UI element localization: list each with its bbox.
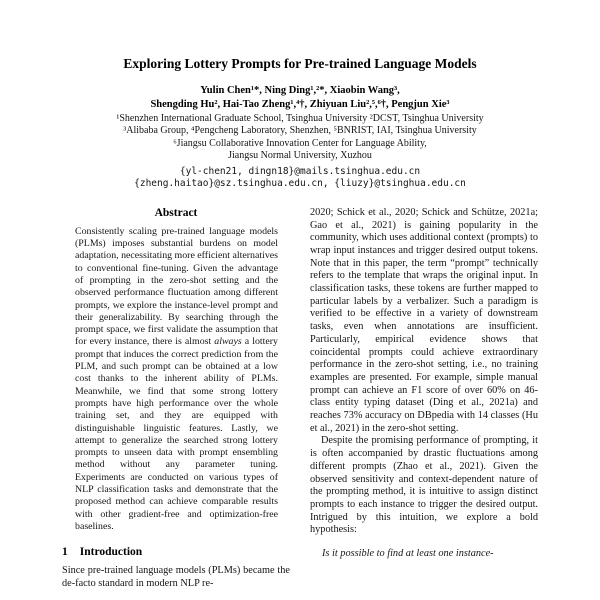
left-column (62, 207, 290, 591)
email-line-1: {yl-chen21, dingn18}@mails.tsinghua.edu.cn (179, 165, 421, 177)
affiliation-line-3: ⁶Jiangsu Collaborative Innovation Center for Language Ability, (173, 137, 427, 149)
abstract-part-2: a lottery prompt that induces the correct prediction from the PLM, and such prompt can be obtained at a low cost thanks to the inherent ability of PLMs. Meanwhile, we find that some strong lottery prompts have high performance over the whole training set, and they are equipped with distinguishable linguistic features. Lastly, we attempt to generalize the searched strong lottery prompts to unseen data with prompt ensembling method without any parameter tuning. Experiments are conducted on various types of NLP classification tasks and demonstrate that the proposed method can achieve comparable results with other gradient-free and optimization-free baselines. (75, 336, 278, 532)
paper-header (0, 0, 600, 191)
intro-paragraph: Since pre-trained language models (PLMs) became the de-facto standard in modern NLP re- (62, 565, 290, 589)
abstract-italic-word: always (214, 336, 242, 348)
two-column-body (0, 207, 600, 591)
paper-title: Exploring Lottery Prompts for Pre-trained Language Models (123, 56, 477, 71)
abstract-text (62, 226, 290, 533)
right-column (310, 207, 538, 591)
right-paragraph-1: 2020; Schick et al., 2020; Schick and Schütze, 2021a; Gao et al., 2021) is gaining popularity in the community, which uses additional context (prompts) to wrap input instances and trigger desired output tokens. Note that in this paper, the term “prompt” technically refers to the template that wraps the original input. In classification tasks, these tokens are further mapped to particular labels by a verbalizer. Such a paradigm is verified to be effective in a variety of downstream tasks, even when annotations are insufficient. Particularly, empirical evidence shows that coincidental prompts could achieve extraordinary performance in the zero-shot setting, i.e., no training examples are presented. For example, simple manual prompt can achieve an F1 score of over 60% on 46-class entity typing dataset (Ding et al., 2021a) and reaches 73% accuracy on DBpedia with 14 classes (Hu et al., 2021) in the zero-shot setting. (310, 206, 538, 434)
section-title: Introduction (79, 546, 143, 559)
abstract-heading: Abstract (154, 206, 198, 219)
email-block (0, 166, 600, 191)
author-line-1: Yulin Chen¹*, Ning Ding¹,²*, Xiaobin Wang³, (200, 85, 400, 96)
affiliation-line-1: ¹Shenzhen International Graduate School, Tsinghua University ²DCST, Tsinghua University (116, 113, 484, 124)
abstract-part-1: Consistently scaling pre-trained language models (PLMs) imposes substantial burdens on model adaptation, necessitating more efficient alternatives to conventional fine-tuning. Given the advantage of prompting in the zero-shot setting and the observed performance fluctuation among different prompts, we explore the instance-level prompt and their generalizability. By searching through the prompt space, we first validate the assumption that for every instance, there is almost (75, 225, 278, 348)
affiliation-line-2: ³Alibaba Group, ⁴Pengcheng Laboratory, Shenzhen, ⁵BNRIST, IAI, Tsinghua University (123, 125, 477, 137)
author-block (0, 84, 600, 111)
affiliation-line-4: Jiangsu Normal University, Xuzhou (228, 150, 372, 162)
right-paragraph-2: Despite the promising performance of prompting, it is often accompanied by drastic fluctuations among different prompts (Zhao et al., 2021). Given the observed sensitivity and context-dependent nature of the prompting method, it is intuitive to assign distinct prompts to each instance to trigger the desired output. Intrigued by this intuition, we explore a bold hypothesis: (310, 435, 538, 536)
section-1-heading (62, 546, 290, 558)
author-line-2: Shengding Hu², Hai-Tao Zheng¹,⁴†, Zhiyuan Liu²,⁵,⁶†, Pengjun Xie³ (150, 98, 450, 110)
section-number: 1 (62, 546, 68, 559)
affiliation-block (0, 113, 600, 163)
hypothesis-line: Is it possible to find at least one instance- (322, 548, 494, 560)
email-line-2: {zheng.haitao}@sz.tsinghua.edu.cn, {liuzy}@tsinghua.edu.cn (134, 178, 466, 190)
